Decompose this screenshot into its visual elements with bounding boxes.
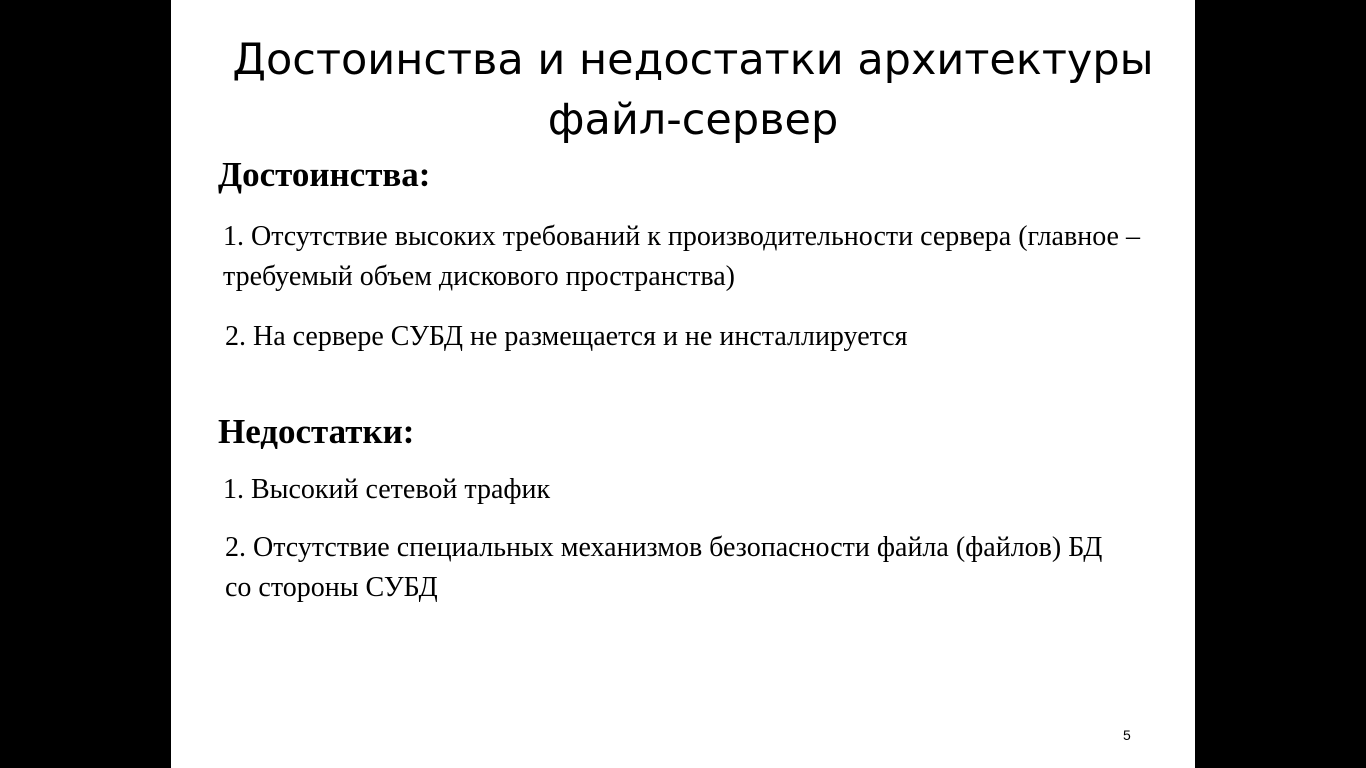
- disadvantages-heading: Недостатки:: [218, 412, 415, 451]
- slide: [171, 0, 1195, 768]
- disadvantage-item-2: 2. Отсутствие специальных механизмов безопасности файла (файлов) БД со стороны СУБД: [225, 532, 1103, 603]
- advantages-heading: Достоинства:: [218, 155, 431, 194]
- disadvantage-item-1: 1. Высокий сетевой трафик: [223, 474, 551, 505]
- slide-title: [211, 30, 1175, 150]
- slide-title-line-1: Достоинства и недостатки архитектуры: [232, 35, 1154, 85]
- advantage-item-1: 1. Отсутствие высоких требований к производительности сервера (главное – требуемый объем дискового пространства): [223, 221, 1140, 292]
- slide-title-line-2: файл-сервер: [547, 95, 839, 145]
- slide-page-number: 5: [1123, 727, 1131, 743]
- advantage-item-2: 2. На сервере СУБД не размещается и не инсталлируется: [225, 321, 908, 352]
